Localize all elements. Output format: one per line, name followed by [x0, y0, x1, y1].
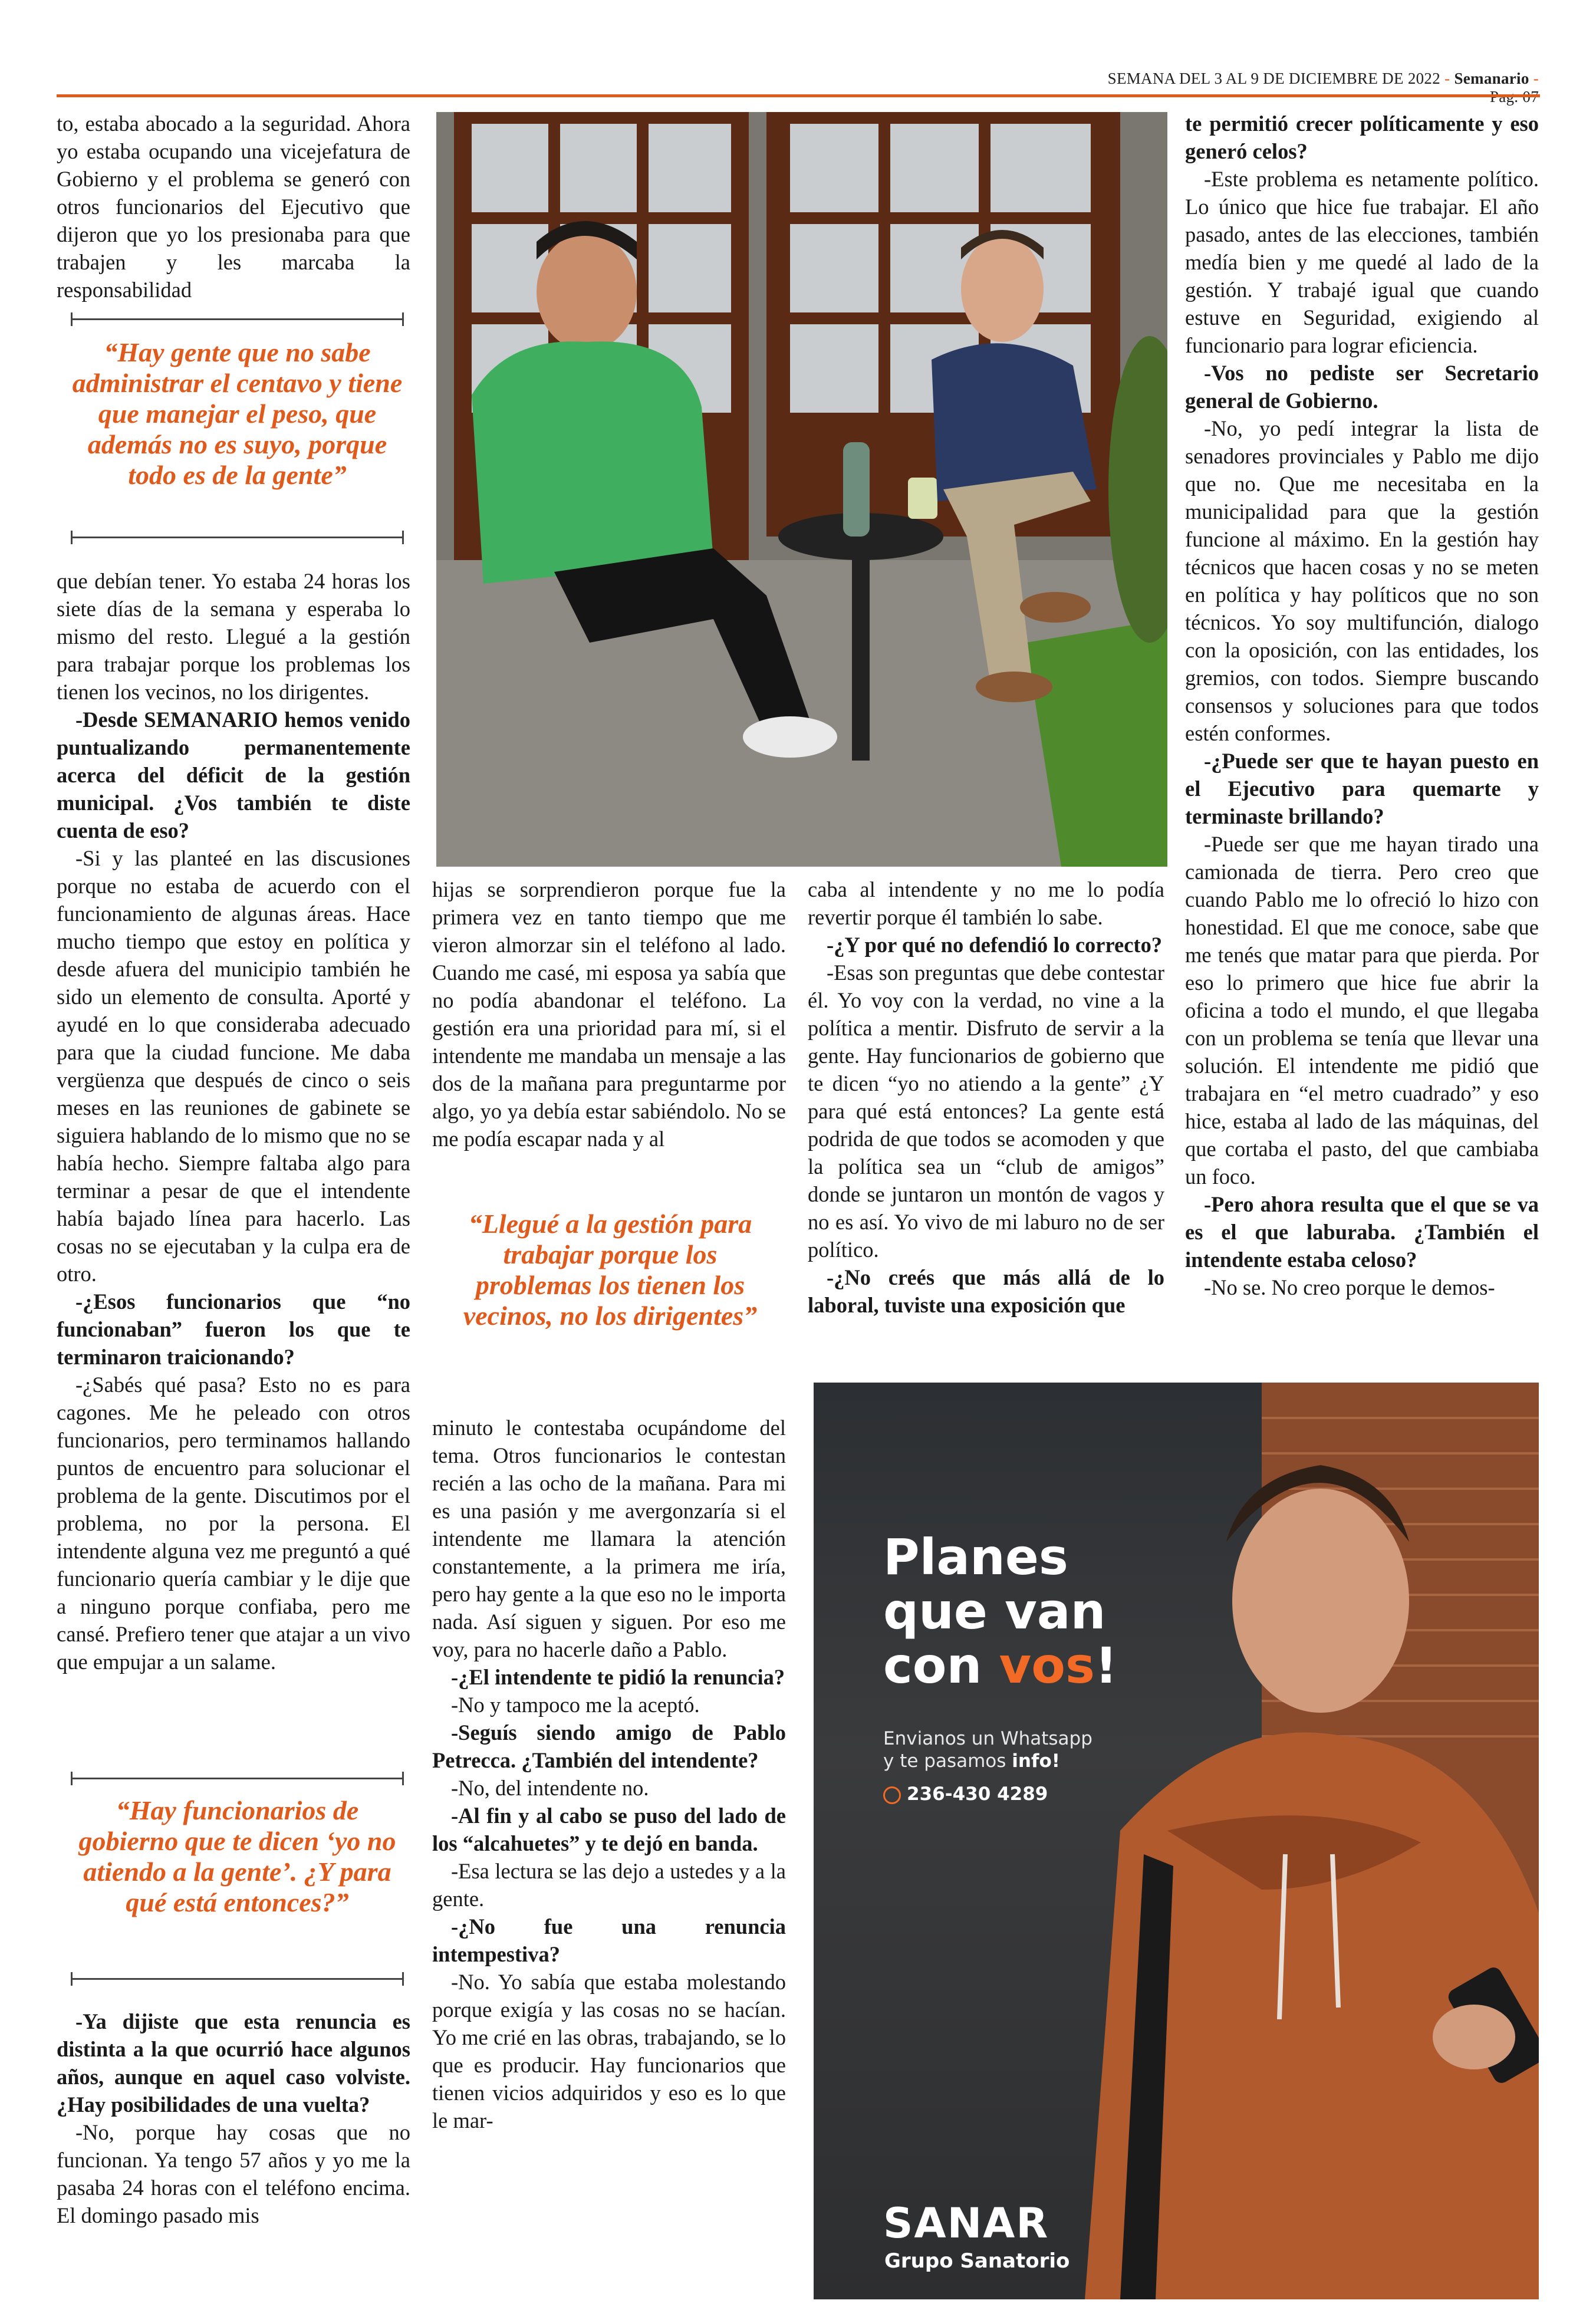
paragraph: minuto le contestaba ocupándome del tema. Otros funcionarios le contestan recién a las ocho de la mañana. Para mi es una pasión y me avergonzaría si el intendente me llamara la atención constantemente, a la primera me iría, pero hay gente a la que eso no le importa nada. Así siguen y siguen. Por eso me voy, para no hacerle daño a Pablo.: [432, 1416, 786, 1661]
ad-headline-line2: que van: [883, 1582, 1106, 1640]
question: -¿No creés que más allá de lo laboral, tuviste una exposición que: [808, 1265, 1164, 1317]
whatsapp-icon: [883, 1786, 901, 1804]
page-header: SEMANA DEL 3 AL 9 DE DICIEMBRE DE 2022 - Semanario -: [1085, 70, 1539, 106]
column-2-top: [432, 876, 786, 1153]
question: -Desde SEMANARIO hemos venido puntualizando permanentemente acerca del déficit de la gestión municipal. ¿Vos también te diste cuenta de eso?: [57, 707, 410, 843]
issue-date: SEMANA DEL 3 AL 9 DE DICIEMBRE DE 2022: [1107, 70, 1441, 87]
ad-sub-text: y te pasamos: [883, 1750, 1012, 1772]
ad-headline: [883, 1530, 1117, 1693]
answer: -No. Yo sabía que estaba molestando porque exigía y las cosas no se hacían. Yo me crié en las obras, trabajando, se lo que es producir. Hay funcionarios que tienen vicios adquiridos y eso es lo que le mar-: [432, 1970, 786, 2133]
ad-headline-line3: [883, 1638, 1117, 1693]
question: -¿Y por qué no defendió lo correcto?: [827, 933, 1163, 957]
question: -Seguís siendo amigo de Pablo Petrecca. ¿También del intendente?: [432, 1720, 786, 1772]
answer: -No, del intendente no.: [451, 1776, 649, 1800]
ad-sub-line1: Envianos un Whatsapp: [883, 1728, 1092, 1749]
ad-headline-exclaim: !: [1095, 1637, 1118, 1694]
ad-phone[interactable]: [883, 1783, 1048, 1805]
answer: -Esa lectura se las dejo a ustedes y a la gente.: [432, 1859, 786, 1911]
ad-headline-word: con: [883, 1637, 999, 1694]
ad-headline-highlight: vos: [999, 1637, 1095, 1694]
question: -¿El intendente te pidió la renuncia?: [451, 1665, 785, 1689]
answer: -¿Sabés qué pasa? Esto no es para cagones. Me he peleado con otros funcionarios, pero terminamos hallando puntos de encuentro para solucionar el problema de la gente. Discutimos por el problema, no por la persona. El intendente alguna vez me preguntó a qué funcionario quería cambiar y le dije que a ninguno porque confiaba, pero me cansé. Prefiero tener que atajar a un vivo que empujar a un salame.: [57, 1373, 410, 1674]
paper-name: Semanario: [1454, 70, 1529, 87]
pull-quote: “Hay funcionarios de gobierno que te dicen ‘yo no atiendo a la gente’. ¿Y para qué está entonces?”: [78, 1795, 396, 1917]
question: -Vos no pediste ser Secretario general de Gobierno.: [1185, 361, 1539, 413]
phone-number: 236-430 4289: [907, 1783, 1048, 1805]
question: -Ya dijiste que esta renuncia es distinta a la que ocurrió hace algunos años, aunque en aquel caso volviste. ¿Hay posibilidades de una vuelta?: [57, 2009, 410, 2117]
paragraph: hijas se sorprendieron porque fue la primera vez en tanto tiempo que me vieron almorzar sin el teléfono al lado. Cuando me casé, mi esposa ya sabía que no podía abandonar el teléfono. La gestión era una prioridad para mí, si el intendente me mandaba un mensaje a las dos de la mañana para preguntarme por algo, yo ya debía estar sabiéndolo. No se me podía escapar nada y al: [432, 877, 786, 1151]
column-1-top: [57, 110, 410, 304]
quote-rule: [71, 1778, 404, 1779]
question: -¿No fue una renuncia intempestiva?: [432, 1914, 786, 1966]
column-1-bottom: [57, 2008, 410, 2229]
sanar-advertisement[interactable]: [814, 1383, 1539, 2299]
paragraph: que debían tener. Yo estaba 24 horas los siete días de la semana y esperaba lo mismo del resto. Llegué a la gestión para trabajar porque los problemas los tienen los vecinos, no los dirigentes.: [57, 569, 410, 704]
brand-logo: SANAR: [883, 2199, 1049, 2247]
quote-rule: [71, 318, 404, 320]
answer: -Este problema es netamente político. Lo único que hice fue trabajar. El año pasado, antes de las elecciones, también medía bien y me quedé al lado de la gestión. Y trabajé igual que cuando estuve en Seguridad, exigiendo al funcionario para lograr eficiencia.: [1185, 167, 1539, 357]
question: te permitió crecer políticamente y eso generó celos?: [1185, 111, 1539, 163]
answer: -No se. No creo porque le demos-: [1204, 1275, 1495, 1299]
ad-sub-bold: info!: [1012, 1750, 1060, 1772]
ad-headline-line1: Planes: [883, 1528, 1068, 1586]
column-3: [808, 876, 1164, 1319]
answer: -No, porque hay cosas que no funcionan. Ya tengo 57 años y yo me la pasaba 24 horas con el teléfono encima. El domingo pasado mis: [57, 2120, 410, 2227]
ad-subtext: [883, 1727, 1092, 1772]
answer: -Esas son preguntas que debe contestar él. Yo voy con la verdad, no vine a la política a mentir. Disfruto de servir a la gente. Hay funcionarios de gobierno que te dicen “yo no atiendo a la gente” ¿Y para qué está entonces? La gente está podrida de que todos se acomoden y que la política sea un “club de amigos” donde se juntaron un montón de vagos y no es así. Yo vivo de mi laburo no de ser político.: [808, 960, 1164, 1262]
ad-sub-line2: [883, 1750, 1092, 1772]
answer: -Puede ser que me hayan tirado una camionada de tierra. Pero creo que cuando Pablo me lo ofreció lo hizo con honestidad. El que me conoce, sabe que me tenés que matar para que pierda. Por eso lo primero que hice fue abrir la oficina a todo el mundo, el que llegaba con un problema se tenía que llevar una solución. El intendente me pidió que trabajara en “el metro cuadrado” y eso hice, estaba al lado de las máquinas, del que cortaba el pasto, del que cambiaba un foco.: [1185, 832, 1539, 1189]
answer: -No y tampoco me la aceptó.: [451, 1693, 700, 1717]
question: -Pero ahora resulta que el que se va es el que laburaba. ¿También el intendente estaba celoso?: [1185, 1192, 1539, 1272]
photo-illustration: [436, 112, 1167, 867]
brand-subtitle: Grupo Sanatorio: [884, 2249, 1070, 2273]
column-4: [1185, 110, 1539, 1301]
answer: -Si y las planteé en las discusiones porque no estaba de acuerdo con el funcionamiento de algunas áreas. Hace mucho tiempo que estoy en política y desde afuera del municipio también he sido un elemento de consulta. Aporté y ayudé en lo que consideraba adecuado para que la ciudad funcione. Me daba vergüenza que después de cinco o seis meses en las reuniones de gabinete se siguiera hablando de lo mismo que no se había hecho. Siempre faltaba algo para terminar a pesar de que el intendente había bajado línea para hacerlo. Las cosas no se ejecutaban y la culpa era de otro.: [57, 846, 410, 1286]
pull-quote: “Llegué a la gestión para trabajar porque los problemas los tienen los vecinos, no los dirigentes”: [463, 1209, 758, 1331]
quote-rule: [71, 1978, 404, 1980]
paragraph: to, estaba abocado a la seguridad. Ahora yo estaba ocupando una vicejefatura de Gobierno y el problema se generó con otros funcionarios del Ejecutivo que dijeron que yo los presionaba para que trabajen y les marcaba la responsabilidad: [57, 111, 410, 302]
answer: -No, yo pedí integrar la lista de senadores provinciales y Pablo me dijo que no. Que me necesitaba en la municipalidad para que la gestión funcione al máximo. En la gestión hay técnicos que hacen cosas y no se meten en política y hay políticos que no son técnicos. Yo soy multifunción, dialogo con la oposición, con las entidades, los gremios, con todos. Siempre buscando consensos y soluciones para que todos estén conformes.: [1185, 416, 1539, 745]
interview-photo: [436, 112, 1167, 867]
quote-rule: [71, 537, 404, 538]
question: -Al fin y al cabo se puso del lado de los “alcahuetes” y te dejó en banda.: [432, 1804, 786, 1855]
question: -¿Esos funcionarios que “no funcionaban” fueron los que te terminaron traicionando?: [57, 1289, 410, 1369]
column-1-middle: [57, 567, 410, 1676]
pull-quote: “Hay gente que no sabe administrar el centavo y tiene que manejar el peso, que además no es suyo, porque todo es de la gente”: [72, 337, 403, 490]
header-rule: [57, 94, 1540, 97]
question: -¿Puede ser que te hayan puesto en el Ejecutivo para quemarte y terminaste brillando?: [1185, 749, 1539, 828]
ad-background: [814, 1383, 1539, 2299]
paragraph: caba al intendente y no me lo podía revertir porque él también lo sabe.: [808, 877, 1164, 929]
column-2-bottom: [432, 1414, 786, 2134]
